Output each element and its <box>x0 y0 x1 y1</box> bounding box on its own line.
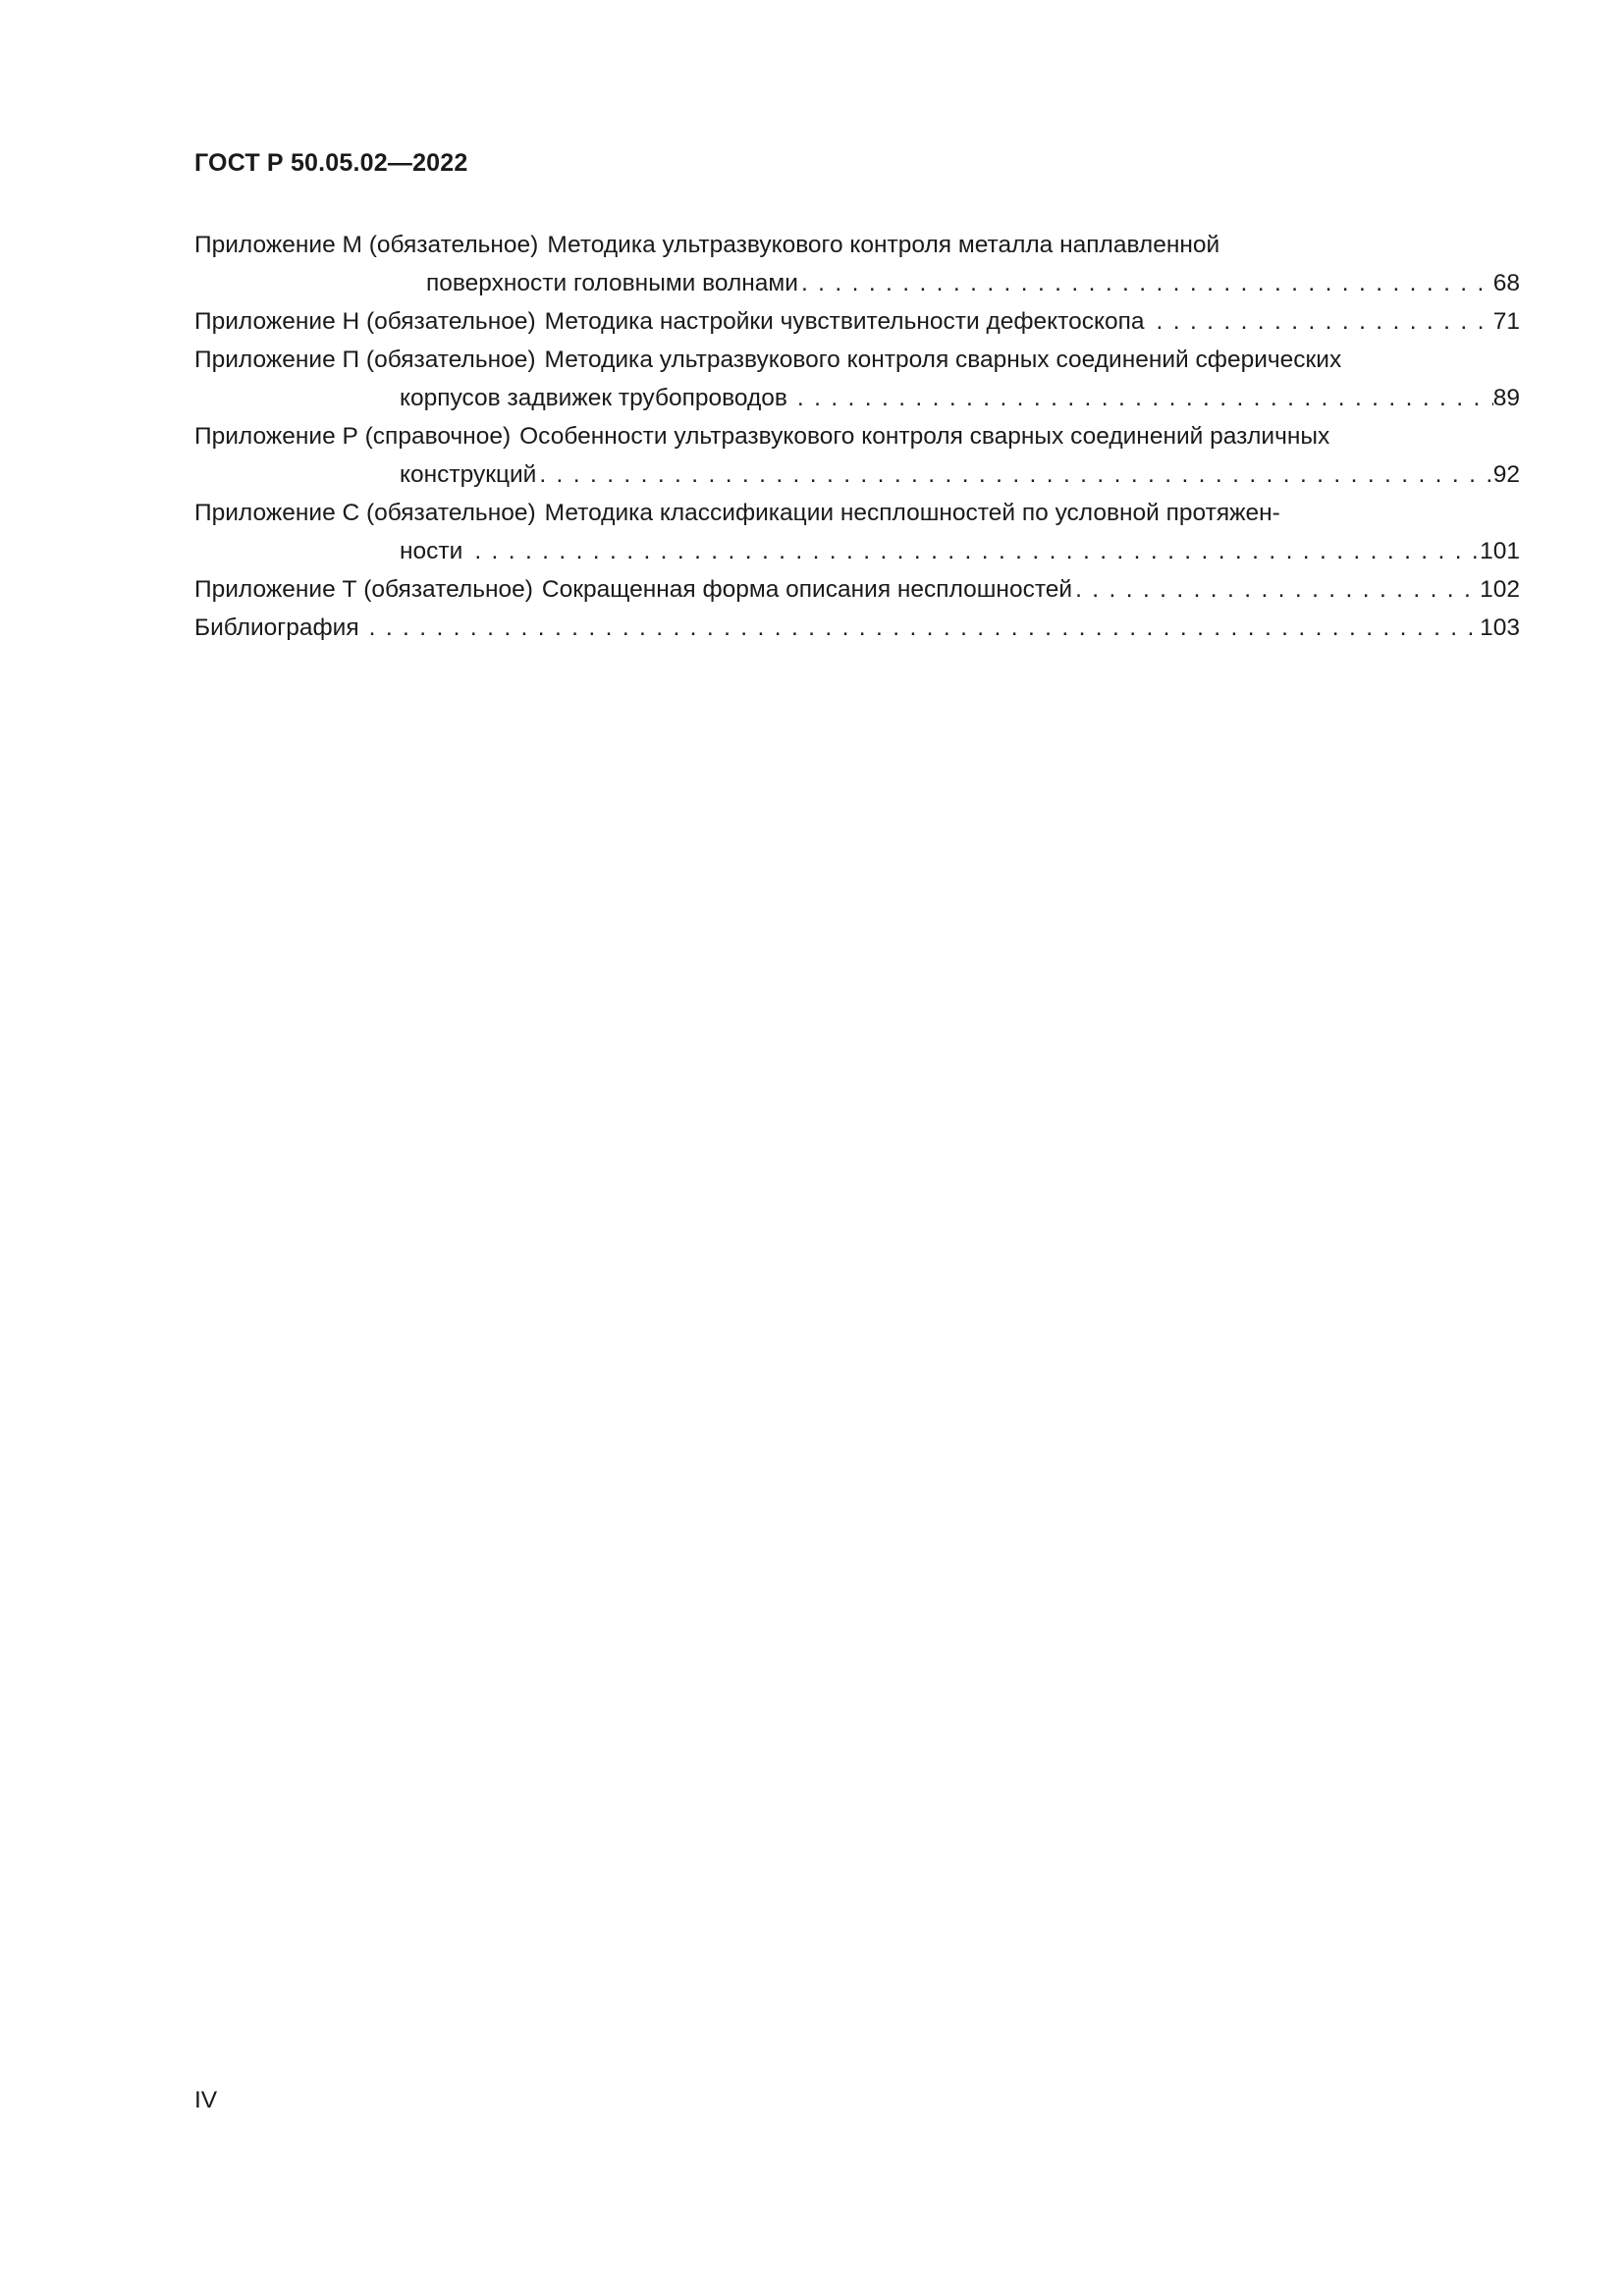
toc-appendix-label: Приложение Н (обязательное) <box>194 308 536 335</box>
toc-page-number: 92 <box>1492 461 1520 488</box>
dot-leader <box>1072 570 1480 609</box>
toc-appendix-label: Приложение С (обязательное) <box>194 500 536 526</box>
toc-entry-text <box>194 570 1072 609</box>
toc-title: Библиография <box>194 614 359 641</box>
toc-title: Методика ультразвукового контроля металла наплавленной <box>547 232 1220 258</box>
toc-entry-appendix-r-continuation[interactable] <box>194 455 1520 494</box>
toc-entry-appendix-t[interactable] <box>194 570 1520 609</box>
toc-page-number: 103 <box>1480 614 1520 641</box>
toc-title: Особенности ультразвукового контроля сварных соединений различных <box>519 423 1330 450</box>
toc-entry-appendix-s-continuation[interactable] <box>194 532 1520 570</box>
toc-page-number: 89 <box>1492 385 1520 411</box>
toc-page-number: 68 <box>1492 270 1520 296</box>
toc-title-continuation: ности <box>400 538 463 564</box>
toc-title: Методика настройки чувствительности дефектоскопа <box>544 308 1145 335</box>
toc-entry-appendix-s[interactable] <box>194 494 1520 532</box>
dot-leader <box>798 264 1493 302</box>
dot-leader <box>462 532 1480 570</box>
toc-title-continuation: конструкций <box>400 461 537 488</box>
document-code-header: ГОСТ Р 50.05.02—2022 <box>194 149 468 177</box>
toc-title: Методика ультразвукового контроля сварных соединений сферических <box>544 347 1342 373</box>
toc-entry-bibliography[interactable] <box>194 609 1520 647</box>
toc-appendix-label: Приложение Р (справочное) <box>194 423 512 450</box>
toc-entry-appendix-p[interactable] <box>194 341 1520 379</box>
dot-leader <box>536 455 1492 494</box>
toc-appendix-label: Приложение П (обязательное) <box>194 347 536 373</box>
toc-page-number: 102 <box>1480 576 1520 603</box>
toc-title: Сокращенная форма описания несплошностей <box>541 576 1073 603</box>
toc-appendix-label: Приложение М (обязательное) <box>194 232 539 258</box>
dot-leader <box>1145 302 1493 341</box>
toc-title: Методика классификации несплошностей по условной протяжен- <box>544 500 1280 526</box>
page-number: IV <box>194 2087 218 2113</box>
toc-title-continuation: корпусов задвижек трубопроводов <box>400 385 787 411</box>
toc-entry-appendix-m-continuation[interactable] <box>194 264 1520 302</box>
toc-page-number: 71 <box>1492 308 1520 335</box>
dot-leader <box>359 609 1481 647</box>
toc-entry-appendix-m[interactable] <box>194 226 1520 264</box>
dot-leader <box>787 379 1493 417</box>
table-of-contents <box>194 226 1520 647</box>
toc-entry-appendix-r[interactable] <box>194 417 1520 455</box>
toc-title-continuation: поверхности головными волнами <box>426 270 798 296</box>
toc-entry-appendix-p-continuation[interactable] <box>194 379 1520 417</box>
toc-page-number: 101 <box>1480 538 1520 564</box>
toc-entry-appendix-n[interactable] <box>194 302 1520 341</box>
toc-appendix-label: Приложение Т (обязательное) <box>194 576 533 603</box>
toc-entry-text <box>194 302 1145 341</box>
